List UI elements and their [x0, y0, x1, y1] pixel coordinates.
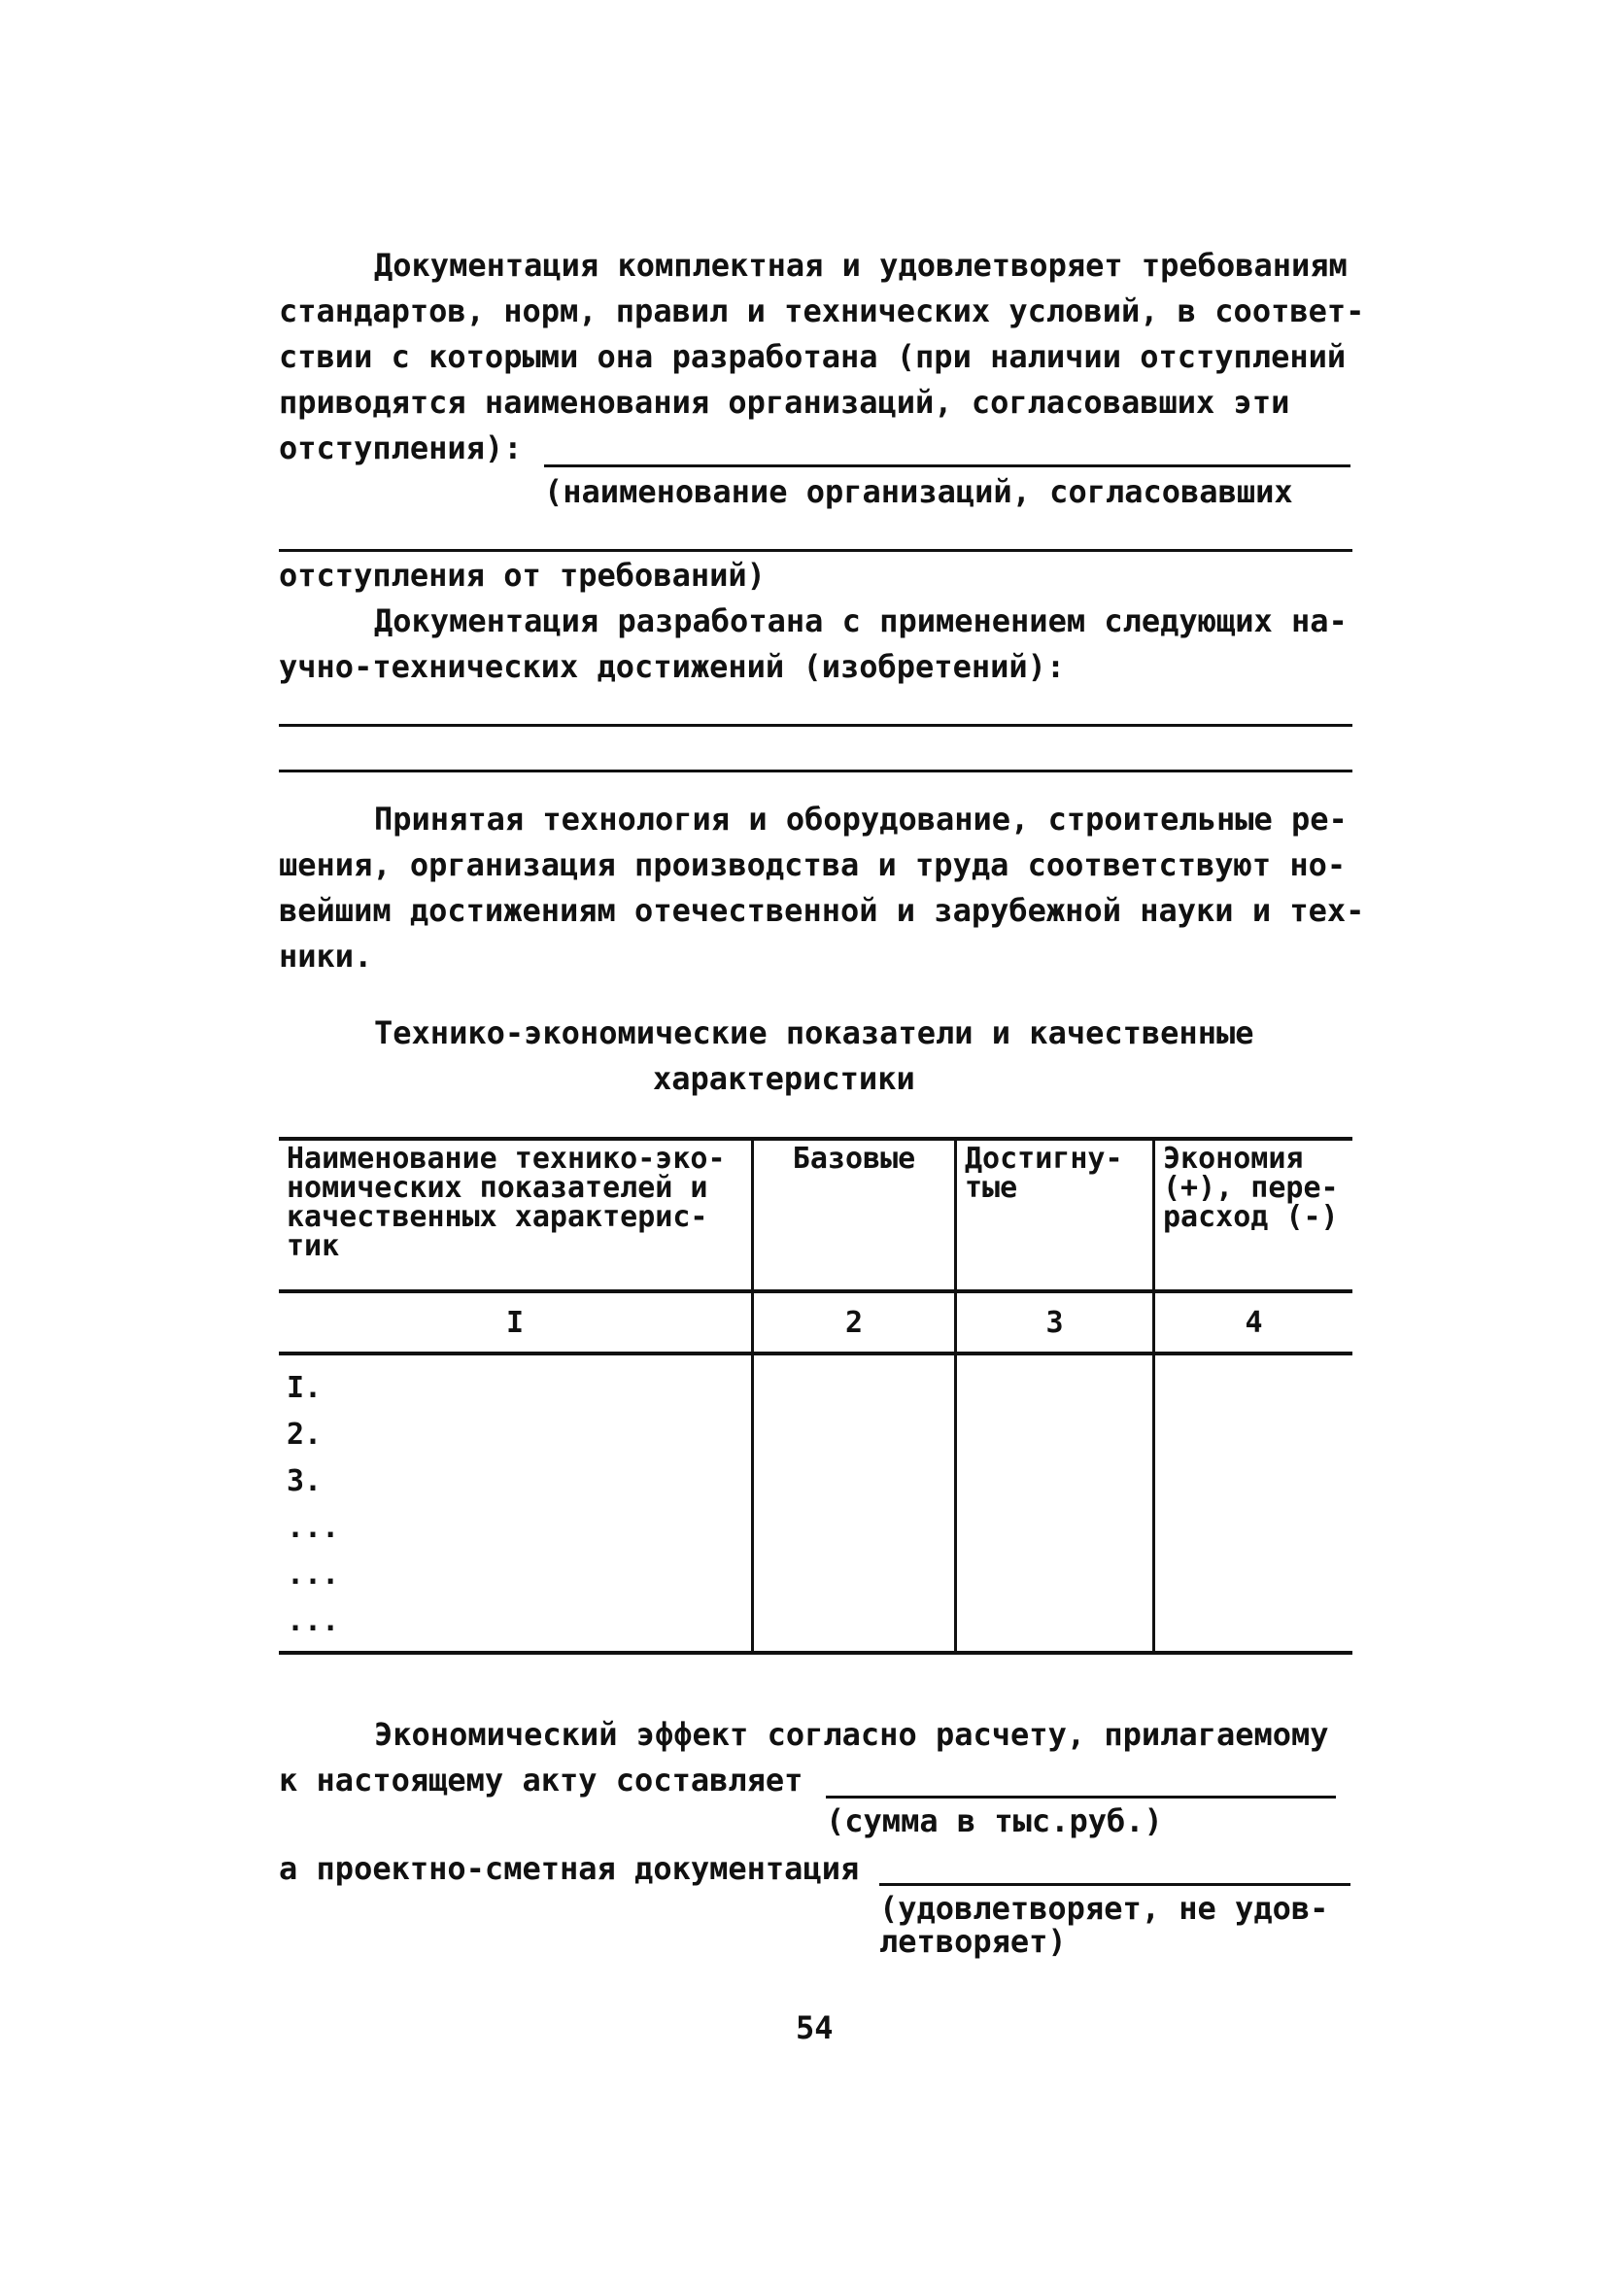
row-ellipsis: ...: [287, 1511, 340, 1545]
organizations-caption-cont: отступления от требований): [279, 557, 766, 594]
row-ellipsis: ...: [287, 1604, 340, 1638]
para3-line-1: Принятая технология и оборудование, строительные ре-: [374, 801, 1348, 838]
table-body-row: [279, 1354, 1352, 1653]
row-number: 3.: [287, 1464, 323, 1498]
table-header-row: [279, 1139, 1352, 1291]
estimate-caption-1: (удовлетворяет, не удов-: [879, 1890, 1329, 1927]
para1-line-4: приводятся наименования организаций, согласовавших эти: [279, 384, 1290, 421]
estimate-caption-2: летворяет): [879, 1923, 1067, 1960]
effect-line-2: к настоящему акту составляет: [279, 1762, 803, 1799]
effect-line-3: а проектно-сметная документация: [279, 1850, 860, 1887]
row-ellipsis: ...: [287, 1558, 340, 1592]
column-number-1: I: [279, 1291, 753, 1354]
amount-fill-line: [826, 1796, 1336, 1799]
column-number-4: 4: [1154, 1291, 1353, 1354]
achieved-values-cell: [956, 1354, 1154, 1653]
base-values-cell: [753, 1354, 956, 1653]
row-numbers-cell: [279, 1354, 753, 1653]
para1-line-5: отступления):: [279, 429, 523, 466]
page-number: 54: [796, 2009, 834, 2046]
header-indicator-name: Наименование технико-эко- номических показателей и качественных характерис- тик: [279, 1139, 753, 1291]
table-number-row: [279, 1291, 1352, 1354]
header-economy: Экономия (+), пере- расход (-): [1154, 1139, 1353, 1291]
para2-line-2: учно-технических достижений (изобретений):: [279, 648, 1066, 685]
para3-line-3: вейшим достижениям отечественной и зарубежной науки и тех-: [279, 892, 1365, 929]
para1-line-1: Документация комплектная и удовлетворяет требованиям: [374, 247, 1348, 284]
header-base: Базовые: [753, 1139, 956, 1291]
para3-line-4: ники.: [279, 938, 373, 975]
organizations-fill-line: [544, 464, 1350, 467]
column-number-2: 2: [753, 1291, 956, 1354]
para1-line-3: ствии с которыми она разработана (при наличии отступлений: [279, 338, 1347, 375]
achievements-line-2: [279, 770, 1352, 772]
organizations-caption: (наименование организаций, согласовавших: [544, 473, 1293, 510]
para1-line-2: стандартов, норм, правил и технических условий, в соответ-: [279, 292, 1365, 329]
row-number: 2.: [287, 1418, 323, 1452]
para2-line-1: Документация разработана с применением следующих на-: [374, 602, 1348, 639]
row-number: I.: [287, 1371, 323, 1405]
para3-line-2: шения, организация производства и труда соответствуют но-: [279, 846, 1347, 883]
organizations-fill-line-2: [279, 549, 1352, 552]
table-title-line-2: характеристики: [653, 1060, 915, 1097]
estimate-fill-line: [879, 1883, 1350, 1886]
column-number-3: 3: [956, 1291, 1154, 1354]
effect-line-1: Экономический эффект согласно расчету, прилагаемому: [374, 1716, 1329, 1753]
indicators-table: [279, 1137, 1352, 1655]
achievements-line-1: [279, 724, 1352, 727]
amount-caption: (сумма в тыс.руб.): [826, 1802, 1163, 1839]
economy-values-cell: [1154, 1354, 1353, 1653]
header-achieved: Достигну- тые: [956, 1139, 1154, 1291]
table-title-line-1: Технико-экономические показатели и качественные: [374, 1014, 1254, 1051]
